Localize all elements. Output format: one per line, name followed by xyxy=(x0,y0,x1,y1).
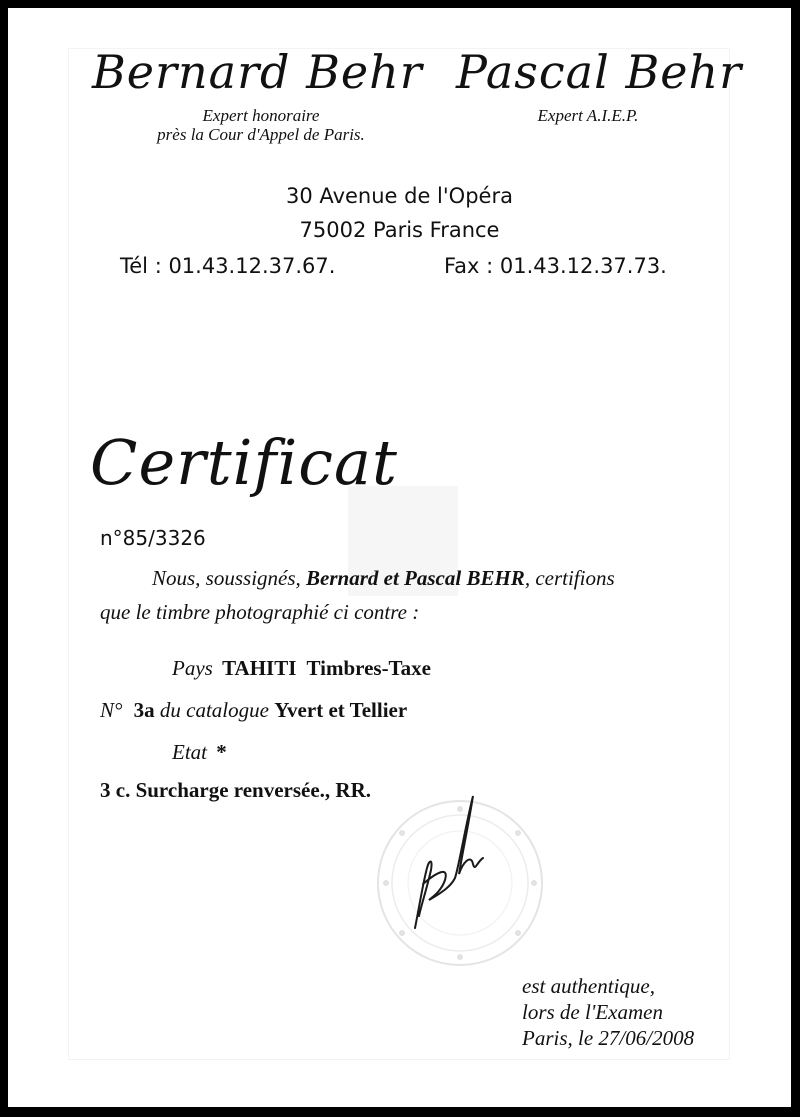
closing-line1: est authentique, xyxy=(522,974,655,998)
catalogue-value: Yvert et Tellier xyxy=(274,698,408,722)
expert1-name: Bernard Behr xyxy=(92,45,423,99)
condition-value: * xyxy=(216,740,227,764)
catalogue-row xyxy=(100,698,407,723)
catalogue-label: du catalogue xyxy=(159,698,269,722)
condition-label: Etat xyxy=(172,740,207,764)
intro-suffix: , certifions xyxy=(524,566,615,590)
stamp-description: 3 c. Surcharge renversée., RR. xyxy=(100,778,371,802)
certificate-title: Certificat xyxy=(90,426,398,499)
certificate-page xyxy=(8,8,791,1107)
country-value: TAHITI Timbres-Taxe xyxy=(222,656,431,680)
address-line1: 30 Avenue de l'Opéra xyxy=(286,184,513,208)
expert2-title: Expert A.I.E.P. xyxy=(537,106,639,125)
address-line2: 75002 Paris France xyxy=(299,218,500,242)
condition-row xyxy=(172,740,227,765)
intro-line1 xyxy=(152,566,615,591)
fax-number: Fax : 01.43.12.37.73. xyxy=(444,254,667,278)
certificate-number: n°85/3326 xyxy=(100,526,206,550)
closing-line3: Paris, le 27/06/2008 xyxy=(522,1026,695,1050)
expert1-title-line2: près la Cour d'Appel de Paris. xyxy=(157,125,365,144)
expert1-title xyxy=(126,106,396,144)
intro-names: Bernard et Pascal BEHR xyxy=(306,566,525,590)
signature xyxy=(393,788,503,938)
expert2-name: Pascal Behr xyxy=(456,45,743,99)
country-row xyxy=(172,656,431,681)
phone-number: Tél : 01.43.12.37.67. xyxy=(120,254,336,278)
closing-line2: lors de l'Examen xyxy=(522,1000,663,1024)
intro-line2: que le timbre photographié ci contre : xyxy=(100,600,420,624)
intro-prefix: Nous, soussignés, xyxy=(152,566,301,590)
number-label: N° xyxy=(100,698,123,722)
country-label: Pays xyxy=(172,656,213,680)
number-value: 3a xyxy=(133,698,155,722)
expert1-title-line1: Expert honoraire xyxy=(202,106,320,125)
